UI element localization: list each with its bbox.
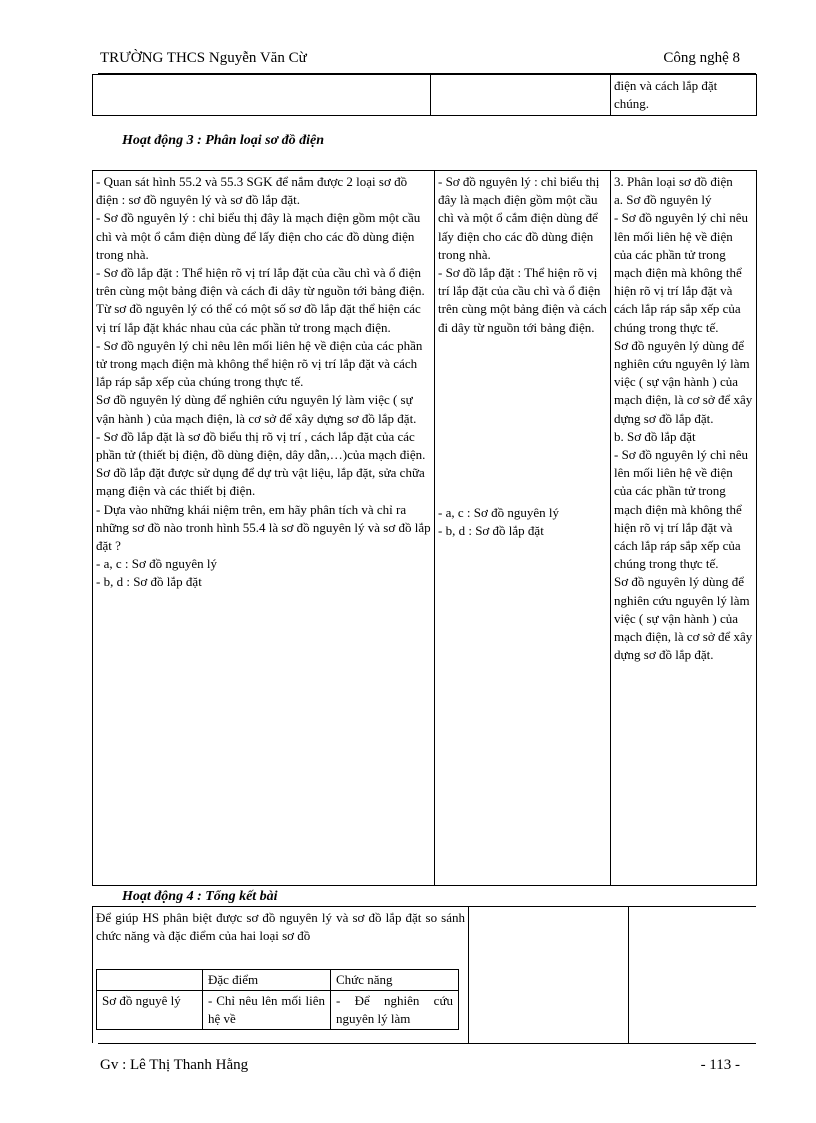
continuation-cell-3: điện và cách lắp đặt chúng. [611,75,757,116]
paragraph: - b, d : Sơ đồ lắp đặt [438,523,544,539]
compare-row-features: - Chỉ nêu lên mối liên hệ về [203,991,331,1030]
compare-header-functions: Chức năng [331,970,459,991]
paragraph: - Quan sát hình 55.2 và 55.3 SGK để nắm được 2 loại sơ đồ điện : sơ đồ nguyên lý và sơ đồ lắp đặt. [96,174,408,208]
paragraph: - Sơ đồ nguyên lý chỉ nêu lên mối liên hệ về điện của các phần tử trong mạch điện mà không thể hiện rõ vị trí lắp đặt và cách lắp ráp sắp xếp của chúng trong thực tế. [614,210,748,335]
header-subject: Công nghệ 8 [663,50,740,66]
paragraph: - Dựa vào những khái niệm trên, em hãy phân tích và chỉ ra những sơ đồ nào tronh hình 55.4 là sơ đồ nguyên lý và sơ đồ lắp đặt ? [96,501,431,554]
activity3-student-cell [435,171,611,886]
activity4-teacher-cell [93,907,469,1044]
continuation-cell-2 [431,75,611,116]
paragraph: - Sơ đồ lắp đặt : Thể hiện rõ vị trí lắp đặt của cầu chì và ổ điện trên cùng một bảng điện và cách đi dây từ nguồn tới bảng điện. [438,265,607,335]
paragraph: - Sơ đồ nguyên lý : chỉ biểu thị đây là mạch điện gồm một cầu chì và một ổ cắm điện dùng để lấy điện cho các đồ dùng điện trong nhà. [96,210,421,262]
paragraph: - Sơ đồ nguyên lý chỉ nêu lên mối liên hệ về điện của các phần tử trong mạch điện mà không thể hiện rõ vị trí lắp đặt và cách lắp ráp sắp xếp của chúng trong thực tế. [614,447,748,572]
paragraph: Từ sơ đồ nguyên lý có thể có một số sơ đồ lắp đặt thể hiện các vị trí lắp đặt khác nhau của các phần tử trong mạch điện. [96,301,421,335]
section-heading: 3. Phân loại sơ đồ điện [614,174,733,189]
footer-divider [98,1043,756,1044]
activity4-table [92,906,756,1043]
compare-header-empty [97,970,203,991]
activity4-student-cell [469,907,629,1044]
compare-row-functions: - Để nghiên cứu nguyên lý làm [331,991,459,1030]
activity3-table [92,170,757,886]
paragraph: - a, c : Sơ đồ nguyên lý [438,504,559,520]
page-number: - 113 - [700,1057,740,1073]
paragraph: - Sơ đồ lắp đặt : Thể hiện rõ vị trí lắp đặt của cầu chì và ổ điện trên cùng một bảng điện và cách đi dây từ nguồn tới bảng điện. [96,265,425,299]
subheading: a. Sơ đồ nguyên lý [614,192,712,208]
paragraph: - Sơ đồ nguyên lý chỉ nêu lên mối liên hệ về điện của các phần tử trong mạch điện mà không thể hiện rõ vị trí lắp đặt và cách lắp ráp sắp xếp của chúng trong thực tế. [96,337,423,390]
footer-teacher: Gv : Lê Thị Thanh Hằng [100,1057,249,1073]
activity4-intro: Để giúp HS phân biệt được sơ đồ nguyên lý và sơ đồ lắp đặt so sánh chức năng và đặc điểm của hai loại sơ đồ [96,910,465,944]
paragraph: - b, d : Sơ đồ lắp đặt [96,574,202,590]
paragraph: - Sơ đồ nguyên lý : chỉ biểu thị đây là mạch điện gồm một cầu chì và một ổ cắm điện dùng để lấy điện cho các đồ dùng điện trong nhà. [438,174,600,262]
paragraph: Sơ đồ nguyên lý dùng để nghiên cứu nguyên lý làm việc ( sự vận hành ) của mạch điện, là cơ sở để xây dựng sơ đồ lắp đặt. [614,574,753,663]
activity4-content-cell [629,907,757,1044]
subheading: b. Sơ đồ lắp đặt [614,428,696,444]
header-school: TRƯỜNG THCS Nguyễn Văn Cừ [100,50,307,66]
continuation-table [92,74,757,116]
activity4-table-wrapper [92,906,756,1043]
paragraph: - Sơ đồ lắp đặt là sơ đồ biểu thị rõ vị trí , cách lắp đặt của các phần tử (thiết bị điện, đồ dùng điện, dây dẫn,…)của mạch điện. [96,428,426,463]
paragraph: Sơ đồ lắp đặt được sử dụng để dự trù vật liệu, lắp đặt, sửa chữa mạng điện và các thiết bị điện. [96,465,425,499]
paragraph: Sơ đồ nguyên lý dùng để nghiên cứu nguyên lý làm việc ( sự vận hành ) của mạch điện, là cơ sở để xây dựng sơ đồ lắp đặt. [614,337,753,426]
compare-header-features: Đặc điểm [203,970,331,991]
compare-table [96,969,459,1030]
activity3-content-cell [611,171,757,886]
activity4-title: Hoạt động 4 : Tổng kết bài [122,889,278,904]
paragraph: - a, c : Sơ đồ nguyên lý [96,556,217,572]
continuation-cell-1 [93,75,431,116]
compare-row-label: Sơ đồ nguyê lý [97,991,203,1030]
paragraph: Sơ đồ nguyên lý dùng để nghiên cứu nguyên lý làm việc ( sự vận hành ) của mạch điện, là cơ sở để xây dựng sơ đồ lắp đặt. [96,392,417,426]
spacer [438,337,607,504]
activity3-title: Hoạt động 3 : Phân loại sơ đồ điện [122,133,324,148]
activity3-teacher-cell [93,171,435,886]
